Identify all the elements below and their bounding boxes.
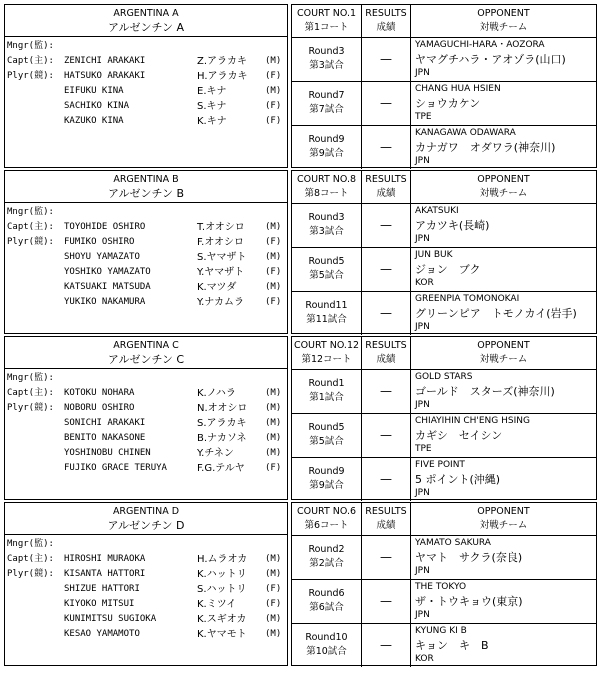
opponent-name-en: YAMAGUCHI-HARA・AOZORA xyxy=(415,40,545,50)
opponent-country: JPN xyxy=(415,322,430,332)
round-en: Round6 xyxy=(308,588,345,599)
round-cell xyxy=(292,536,362,579)
opponent-name-jp: キョン キ B xyxy=(415,639,489,652)
round-jp: 第1試合 xyxy=(309,392,344,403)
round-jp: 第10試合 xyxy=(306,646,347,657)
team-title xyxy=(5,171,287,203)
result-cell: — xyxy=(362,292,411,335)
match-table xyxy=(291,502,597,666)
member-sex: (F) xyxy=(265,237,282,247)
court-jp: 第1コート xyxy=(304,22,349,33)
member-sex: (F) xyxy=(265,297,282,307)
member-sex: (F) xyxy=(265,463,282,473)
member-row xyxy=(5,295,287,310)
member-name-kana: S.アラカキ xyxy=(197,418,247,429)
member-name-kana: K.スギオカ xyxy=(197,614,247,625)
opponent-name-en: KYUNG KI B xyxy=(415,626,467,636)
member-row xyxy=(5,597,287,612)
result-cell: — xyxy=(362,204,411,247)
member-name-en: YOSHIKO YAMAZATO xyxy=(64,267,151,277)
opponent-country: JPN xyxy=(415,68,430,78)
team-name-jp: アルゼンチン A xyxy=(107,21,185,34)
member-row xyxy=(5,220,287,235)
results-jp: 成績 xyxy=(376,520,396,531)
opponent-name-jp: アカツキ(長崎) xyxy=(415,219,490,232)
opponent-country: KOR xyxy=(415,654,434,664)
round-en: Round1 xyxy=(308,378,345,389)
round-jp: 第3試合 xyxy=(309,226,344,237)
member-row xyxy=(5,627,287,642)
court-header xyxy=(292,5,362,37)
member-name-en: HIROSHI MURAOKA xyxy=(64,554,146,564)
member-sex: (M) xyxy=(265,614,282,624)
member-name-kana: Y.ヤマザト xyxy=(197,267,245,278)
team-name-en: ARGENTINA C xyxy=(113,340,179,351)
member-row xyxy=(5,99,287,114)
result-cell: — xyxy=(362,248,411,291)
opponent-jp: 対戦チーム xyxy=(479,354,528,365)
member-name-kana: F.G.テルヤ xyxy=(197,463,245,474)
opponent-cell xyxy=(411,580,596,623)
team-title xyxy=(5,5,287,37)
round-jp: 第11試合 xyxy=(306,314,347,325)
member-name-kana: K.ヤマモト xyxy=(197,629,247,640)
match-table xyxy=(291,4,597,168)
opponent-name-jp: グリーンピア トモノカイ(岩手) xyxy=(415,307,577,320)
opponent-name-jp: 5 ポイント(沖縄) xyxy=(415,473,501,486)
match-row xyxy=(292,536,596,580)
member-sex: (F) xyxy=(265,71,282,81)
court-header xyxy=(292,337,362,369)
member-name-en: KOTOKU NOHARA xyxy=(64,388,135,398)
opponent-country: TPE xyxy=(415,112,432,122)
team-title xyxy=(5,503,287,535)
team-name-jp: アルゼンチン C xyxy=(107,353,185,366)
opponent-name-en: GREENPIA TOMONOKAI xyxy=(415,294,520,304)
results-header xyxy=(362,337,411,369)
opponent-cell xyxy=(411,292,596,335)
match-row xyxy=(292,38,596,82)
member-row xyxy=(5,401,287,416)
member-row xyxy=(5,205,287,220)
member-sex: (F) xyxy=(265,267,282,277)
round-en: Round2 xyxy=(308,544,345,555)
opponent-name-jp: ジョン ブク xyxy=(415,263,481,276)
member-name-en: KAZUKO KINA xyxy=(64,116,124,126)
member-role: Plyr(競): xyxy=(7,71,54,81)
opponent-country: JPN xyxy=(415,488,430,498)
result-cell: — xyxy=(362,536,411,579)
opponent-name-en: CHANG HUA HSIEN xyxy=(415,84,501,94)
court-en: COURT NO.1 xyxy=(296,8,357,19)
member-name-en: KATSUAKI MATSUDA xyxy=(64,282,151,292)
opponent-jp: 対戦チーム xyxy=(479,188,528,199)
member-row xyxy=(5,567,287,582)
member-role: Capt(主): xyxy=(7,554,54,564)
member-sex: (M) xyxy=(265,403,282,413)
results-en: RESULTS xyxy=(365,506,407,517)
round-en: Round11 xyxy=(305,300,348,311)
opponent-name-en: FIVE POINT xyxy=(415,460,465,470)
member-list xyxy=(5,37,287,129)
opponent-jp: 対戦チーム xyxy=(479,22,528,33)
member-name-en: FUMIKO OSHIRO xyxy=(64,237,135,247)
court-jp: 第12コート xyxy=(301,354,352,365)
opponent-name-jp: ショウカケン xyxy=(415,97,481,110)
member-name-en: SHIZUE HATTORI xyxy=(64,584,140,594)
member-sex: (M) xyxy=(265,56,282,66)
member-sex: (F) xyxy=(265,584,282,594)
member-name-en: KISANTA HATTORI xyxy=(64,569,146,579)
opponent-en: OPPONENT xyxy=(477,506,530,517)
member-sex: (M) xyxy=(265,629,282,639)
match-row xyxy=(292,82,596,126)
member-name-kana: T.オオシロ xyxy=(197,222,245,233)
round-jp: 第6試合 xyxy=(309,602,344,613)
opponent-name-jp: カナガワ オダワラ(神奈川) xyxy=(415,141,556,154)
member-row xyxy=(5,39,287,54)
member-row xyxy=(5,386,287,401)
court-jp: 第8コート xyxy=(304,188,349,199)
member-name-en: FUJIKO GRACE TERUYA xyxy=(64,463,167,473)
member-row xyxy=(5,250,287,265)
match-table xyxy=(291,170,597,334)
member-role: Plyr(競): xyxy=(7,237,54,247)
member-sex: (M) xyxy=(265,554,282,564)
member-name-en: EIFUKU KINA xyxy=(64,86,124,96)
member-role: Mngr(監): xyxy=(7,373,54,383)
round-jp: 第9試合 xyxy=(309,148,344,159)
member-name-en: KUNIMITSU SUGIOKA xyxy=(64,614,157,624)
court-en: COURT NO.6 xyxy=(296,506,357,517)
member-name-en: YOSHINOBU CHINEN xyxy=(64,448,151,458)
round-cell xyxy=(292,248,362,291)
opponent-en: OPPONENT xyxy=(477,174,530,185)
opponent-name-en: CHIAYIHIN CH'ENG HSING xyxy=(415,416,530,426)
court-jp: 第6コート xyxy=(304,520,349,531)
member-sex: (M) xyxy=(265,418,282,428)
member-list xyxy=(5,369,287,476)
member-name-en: HATSUKO ARAKAKI xyxy=(64,71,146,81)
opponent-name-jp: ゴールド スターズ(神奈川) xyxy=(415,385,555,398)
member-row xyxy=(5,461,287,476)
match-row xyxy=(292,458,596,501)
opponent-name-jp: ヤマグチハラ・アオゾラ(山口) xyxy=(415,53,566,66)
member-row xyxy=(5,371,287,386)
member-name-kana: K.ノハラ xyxy=(197,388,236,399)
results-jp: 成績 xyxy=(376,22,396,33)
member-list xyxy=(5,535,287,642)
member-sex: (M) xyxy=(265,388,282,398)
match-row xyxy=(292,370,596,414)
member-row xyxy=(5,235,287,250)
member-name-en: YUKIKO NAKAMURA xyxy=(64,297,146,307)
member-name-kana: K.キナ xyxy=(197,116,227,127)
match-row xyxy=(292,414,596,458)
opponent-name-en: KANAGAWA ODAWARA xyxy=(415,128,516,138)
round-en: Round7 xyxy=(308,90,345,101)
round-cell xyxy=(292,624,362,667)
round-cell xyxy=(292,414,362,457)
team-name-jp: アルゼンチン D xyxy=(107,519,185,532)
member-sex: (M) xyxy=(265,86,282,96)
team-roster xyxy=(4,502,288,666)
team-roster xyxy=(4,170,288,334)
results-en: RESULTS xyxy=(365,174,407,185)
round-en: Round9 xyxy=(308,466,345,477)
team-block xyxy=(4,336,597,502)
round-cell xyxy=(292,292,362,335)
opponent-cell xyxy=(411,370,596,413)
opponent-cell xyxy=(411,458,596,501)
opponent-country: JPN xyxy=(415,610,430,620)
match-header xyxy=(292,5,596,38)
result-cell: — xyxy=(362,624,411,667)
results-jp: 成績 xyxy=(376,188,396,199)
member-row xyxy=(5,446,287,461)
member-name-en: SACHIKO KINA xyxy=(64,101,130,111)
team-name-en: ARGENTINA B xyxy=(113,174,179,185)
opponent-country: KOR xyxy=(415,278,434,288)
member-row xyxy=(5,416,287,431)
member-sex: (M) xyxy=(265,282,282,292)
round-cell xyxy=(292,204,362,247)
member-name-en: BENITO NAKASONE xyxy=(64,433,146,443)
round-jp: 第9試合 xyxy=(309,480,344,491)
member-name-en: SHOYU YAMAZATO xyxy=(64,252,140,262)
court-en: COURT NO.8 xyxy=(296,174,357,185)
member-sex: (M) xyxy=(265,569,282,579)
team-roster xyxy=(4,336,288,500)
member-name-kana: S.キナ xyxy=(197,101,227,112)
member-sex: (M) xyxy=(265,222,282,232)
match-row xyxy=(292,204,596,248)
round-cell xyxy=(292,126,362,169)
member-role: Capt(主): xyxy=(7,222,54,232)
member-role: Mngr(監): xyxy=(7,41,54,51)
member-name-kana: H.アラカキ xyxy=(197,71,248,82)
opponent-name-en: GOLD STARS xyxy=(415,372,473,382)
opponent-country: TPE xyxy=(415,444,432,454)
member-name-kana: S.ハットリ xyxy=(197,584,247,595)
round-en: Round5 xyxy=(308,256,345,267)
opponent-cell xyxy=(411,536,596,579)
opponent-name-jp: カギシ セイシン xyxy=(415,429,503,442)
round-en: Round3 xyxy=(308,212,345,223)
round-jp: 第7試合 xyxy=(309,104,344,115)
member-name-kana: B.ナカソネ xyxy=(197,433,247,444)
member-sex: (F) xyxy=(265,101,282,111)
opponent-country: JPN xyxy=(415,156,430,166)
member-list xyxy=(5,203,287,310)
member-name-kana: E.キナ xyxy=(197,86,227,97)
opponent-jp: 対戦チーム xyxy=(479,520,528,531)
round-jp: 第5試合 xyxy=(309,270,344,281)
member-row xyxy=(5,265,287,280)
opponent-name-en: JUN BUK xyxy=(415,250,453,260)
member-name-kana: N.オオシロ xyxy=(197,403,248,414)
match-row xyxy=(292,580,596,624)
member-name-en: ZENICHI ARAKAKI xyxy=(64,56,146,66)
round-jp: 第2試合 xyxy=(309,558,344,569)
member-name-kana: S.ヤマザト xyxy=(197,252,247,263)
opponent-cell xyxy=(411,126,596,169)
round-cell xyxy=(292,82,362,125)
member-name-kana: Z.アラカキ xyxy=(197,56,248,67)
round-cell xyxy=(292,370,362,413)
member-sex: (M) xyxy=(265,252,282,262)
match-row xyxy=(292,624,596,667)
member-sex: (M) xyxy=(265,448,282,458)
member-row xyxy=(5,69,287,84)
member-name-kana: K.ミツイ xyxy=(197,599,237,610)
result-cell: — xyxy=(362,458,411,501)
member-name-kana: K.ハットリ xyxy=(197,569,247,580)
team-block xyxy=(4,502,597,668)
member-row xyxy=(5,537,287,552)
result-cell: — xyxy=(362,370,411,413)
match-row xyxy=(292,248,596,292)
opponent-cell xyxy=(411,414,596,457)
match-header xyxy=(292,503,596,536)
member-row xyxy=(5,431,287,446)
member-row xyxy=(5,582,287,597)
opponent-header xyxy=(411,503,596,535)
match-row xyxy=(292,126,596,169)
opponent-name-jp: ヤマト サクラ(奈良) xyxy=(415,551,523,564)
member-role: Plyr(競): xyxy=(7,569,54,579)
opponent-name-en: YAMATO SAKURA xyxy=(415,538,491,548)
team-title xyxy=(5,337,287,369)
round-cell xyxy=(292,458,362,501)
member-name-kana: H.ムラオカ xyxy=(197,554,248,565)
member-role: Mngr(監): xyxy=(7,207,54,217)
member-row xyxy=(5,54,287,69)
member-role: Mngr(監): xyxy=(7,539,54,549)
opponent-header xyxy=(411,5,596,37)
team-roster xyxy=(4,4,288,168)
result-cell: — xyxy=(362,580,411,623)
round-en: Round9 xyxy=(308,134,345,145)
result-cell: — xyxy=(362,126,411,169)
round-en: Round5 xyxy=(308,422,345,433)
member-name-en: NOBORU OSHIRO xyxy=(64,403,135,413)
member-role: Capt(主): xyxy=(7,388,54,398)
match-table xyxy=(291,336,597,500)
opponent-en: OPPONENT xyxy=(477,340,530,351)
results-en: RESULTS xyxy=(365,340,407,351)
result-cell: — xyxy=(362,82,411,125)
opponent-country: JPN xyxy=(415,234,430,244)
member-sex: (F) xyxy=(265,116,282,126)
team-block xyxy=(4,170,597,336)
member-name-kana: F.オオシロ xyxy=(197,237,245,248)
opponent-name-en: THE TOKYO xyxy=(415,582,467,592)
member-name-en: KIYOKO MITSUI xyxy=(64,599,135,609)
match-header xyxy=(292,171,596,204)
opponent-cell xyxy=(411,248,596,291)
member-sex: (F) xyxy=(265,599,282,609)
results-jp: 成績 xyxy=(376,354,396,365)
member-row xyxy=(5,552,287,567)
member-name-kana: Y.チネン xyxy=(197,448,234,459)
team-name-en: ARGENTINA D xyxy=(112,506,180,517)
opponent-header xyxy=(411,171,596,203)
opponent-country: JPN xyxy=(415,566,430,576)
results-header xyxy=(362,503,411,535)
member-sex: (M) xyxy=(265,433,282,443)
member-name-kana: K.マツダ xyxy=(197,282,237,293)
opponent-cell xyxy=(411,82,596,125)
member-name-kana: Y.ナカムラ xyxy=(197,297,245,308)
opponent-cell xyxy=(411,624,596,667)
member-role: Plyr(競): xyxy=(7,403,54,413)
round-jp: 第5試合 xyxy=(309,436,344,447)
court-en: COURT NO.12 xyxy=(293,340,360,351)
court-header xyxy=(292,503,362,535)
results-header xyxy=(362,171,411,203)
round-en: Round3 xyxy=(308,46,345,57)
opponent-country: JPN xyxy=(415,400,430,410)
member-row xyxy=(5,84,287,99)
opponent-name-en: AKATSUKI xyxy=(415,206,459,216)
team-name-en: ARGENTINA A xyxy=(113,8,179,19)
team-block xyxy=(4,4,597,170)
opponent-header xyxy=(411,337,596,369)
member-name-en: TOYOHIDE OSHIRO xyxy=(64,222,146,232)
team-name-jp: アルゼンチン B xyxy=(107,187,185,200)
round-cell xyxy=(292,580,362,623)
match-header xyxy=(292,337,596,370)
round-jp: 第3試合 xyxy=(309,60,344,71)
opponent-en: OPPONENT xyxy=(477,8,530,19)
opponent-cell xyxy=(411,38,596,81)
member-row xyxy=(5,612,287,627)
member-row xyxy=(5,280,287,295)
court-header xyxy=(292,171,362,203)
result-cell: — xyxy=(362,38,411,81)
results-header xyxy=(362,5,411,37)
opponent-cell xyxy=(411,204,596,247)
member-role: Capt(主): xyxy=(7,56,54,66)
round-cell xyxy=(292,38,362,81)
match-row xyxy=(292,292,596,335)
member-row xyxy=(5,114,287,129)
schedule-sheet xyxy=(4,4,597,668)
member-name-en: SONICHI ARAKAKI xyxy=(64,418,146,428)
round-en: Round10 xyxy=(305,632,348,643)
opponent-name-jp: ザ・トウキョウ(東京) xyxy=(415,595,523,608)
member-name-en: KESAO YAMAMOTO xyxy=(64,629,140,639)
results-en: RESULTS xyxy=(365,8,407,19)
result-cell: — xyxy=(362,414,411,457)
